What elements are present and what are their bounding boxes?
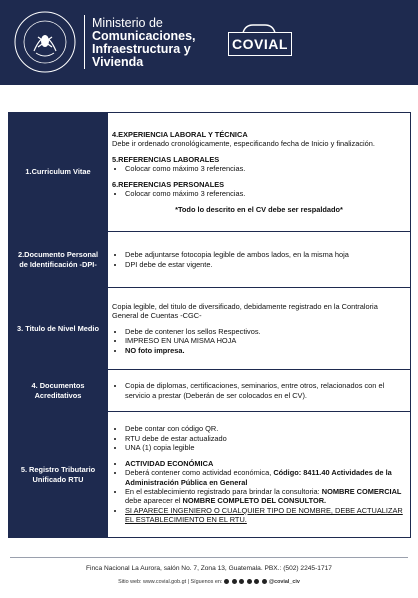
- list-item: • Copia de diplomas, certificaciones, seminarios, entre otros, relacionados con el servicio a prestar (Deberán de ser colocados en el CV).: [125, 381, 406, 400]
- footer-address: Finca Nacional La Aurora, salón No. 7, Zona 13, Guatemala. PBX.: (502) 2245-1717: [86, 565, 332, 572]
- list-item: • DPI debe de estar vigente.: [125, 260, 406, 269]
- row-detail: [108, 370, 411, 412]
- ministry-name: [92, 17, 196, 69]
- cv-note: *Todo lo descrito en el CV debe ser respaldado*: [175, 204, 343, 214]
- covial-text: COVIAL: [232, 36, 288, 52]
- ministry-line4: Vivienda: [92, 55, 144, 69]
- consult-text: En el establecimiento registrado para brindar la consultoria:: [125, 486, 322, 496]
- row-detail: [108, 113, 411, 232]
- row-label: 1.Curriculum Vitae: [9, 113, 108, 232]
- tiktok-icon[interactable]: [247, 579, 252, 584]
- table-row: [9, 113, 411, 232]
- activity-text: Deberá contener como actividad económica,: [125, 468, 274, 478]
- requirements-table: [8, 112, 411, 538]
- table-row: [9, 232, 411, 288]
- consult-text-2: debe aparecer el: [125, 496, 183, 506]
- linkedin-icon[interactable]: [239, 579, 244, 584]
- row-detail: [108, 412, 411, 538]
- youtube-icon[interactable]: [262, 579, 267, 584]
- footer-web: [0, 579, 418, 585]
- covial-car-icon: [239, 23, 279, 33]
- row-label: 5. Registro Tributario Unificado RTU: [9, 412, 108, 538]
- table-row: [9, 370, 411, 412]
- row-label: 3. Titulo de Nivel Medio: [9, 288, 108, 370]
- list-item: [125, 468, 406, 487]
- covial-logo: [228, 32, 292, 56]
- guatemala-seal-icon: [14, 11, 76, 73]
- row-detail: [108, 288, 411, 370]
- table-row: [9, 288, 411, 370]
- list-item: • Colocar como máximo 3 referencias.: [125, 164, 406, 173]
- consult-bold-2: NOMBRE COMPLETO DEL CONSULTOR.: [182, 496, 327, 506]
- list-item: • Debe contar con código QR.: [125, 424, 406, 433]
- row-detail: [108, 232, 411, 288]
- ministry-line1: Ministerio de: [92, 16, 163, 30]
- header-banner: [0, 0, 418, 85]
- experience-title: 4.EXPERIENCIA LABORAL Y TÉCNICA: [112, 130, 248, 140]
- row-label: 4. Documentos Acreditativos: [9, 370, 108, 412]
- footer-divider: [10, 557, 408, 558]
- list-item: • Colocar como máximo 3 referencias.: [125, 189, 406, 198]
- instagram-icon[interactable]: [254, 579, 259, 584]
- row-label: 2.Documento Personal de Identificación -DPI-: [9, 232, 108, 288]
- list-item: • UNA (1) copia legible: [125, 443, 406, 452]
- personal-references-title: 6.REFERENCIAS PERSONALES: [112, 179, 225, 189]
- ministry-line3: Infraestructura y: [92, 42, 191, 56]
- website-text[interactable]: Sitio web: www.covial.gob.gt | Síguenos en:: [118, 579, 223, 585]
- list-item: • Debe de contener los sellos Respectivos.: [125, 327, 406, 336]
- experience-text: Debe ir ordenado cronológicamente, especificando fecha de Inicio y finalización.: [112, 139, 375, 149]
- list-item: • NO foto impresa.: [125, 346, 406, 355]
- title-text: Copia legible, del titulo de diversificado, debidamente registrado en la Contraloria General de Cuentas -CGC-: [112, 301, 378, 321]
- economic-activity-title: • ACTIVIDAD ECONÓMICA: [125, 459, 406, 468]
- consult-bold-1: NOMBRE COMERCIAL: [321, 486, 402, 496]
- table-row: [9, 412, 411, 538]
- x-icon[interactable]: [232, 579, 237, 584]
- activity-code: Código: 8411.40 Actividades de la Administración Pública en General: [125, 468, 392, 487]
- header-divider: [84, 15, 85, 69]
- list-item: [125, 487, 406, 506]
- work-references-title: 5.REFERENCIAS LABORALES: [112, 154, 220, 164]
- engineer-notice: • SI APARECE INGENIERO O CUALQUIER TIPO DE NOMBRE, DEBE ACTUALIZAR EL ESTABLECIMIENTO EN EL RTU.: [125, 506, 406, 525]
- list-item: • RTU debe de estar actualizado: [125, 434, 406, 443]
- facebook-icon[interactable]: [224, 579, 229, 584]
- list-item: • IMPRESO EN UNA MISMA HOJA: [125, 336, 406, 345]
- ministry-line2: Comunicaciones,: [92, 29, 196, 43]
- social-handle[interactable]: @covial_civ: [268, 579, 300, 585]
- list-item: • Debe adjuntarse fotocopia legible de ambos lados, en la misma hoja: [125, 250, 406, 259]
